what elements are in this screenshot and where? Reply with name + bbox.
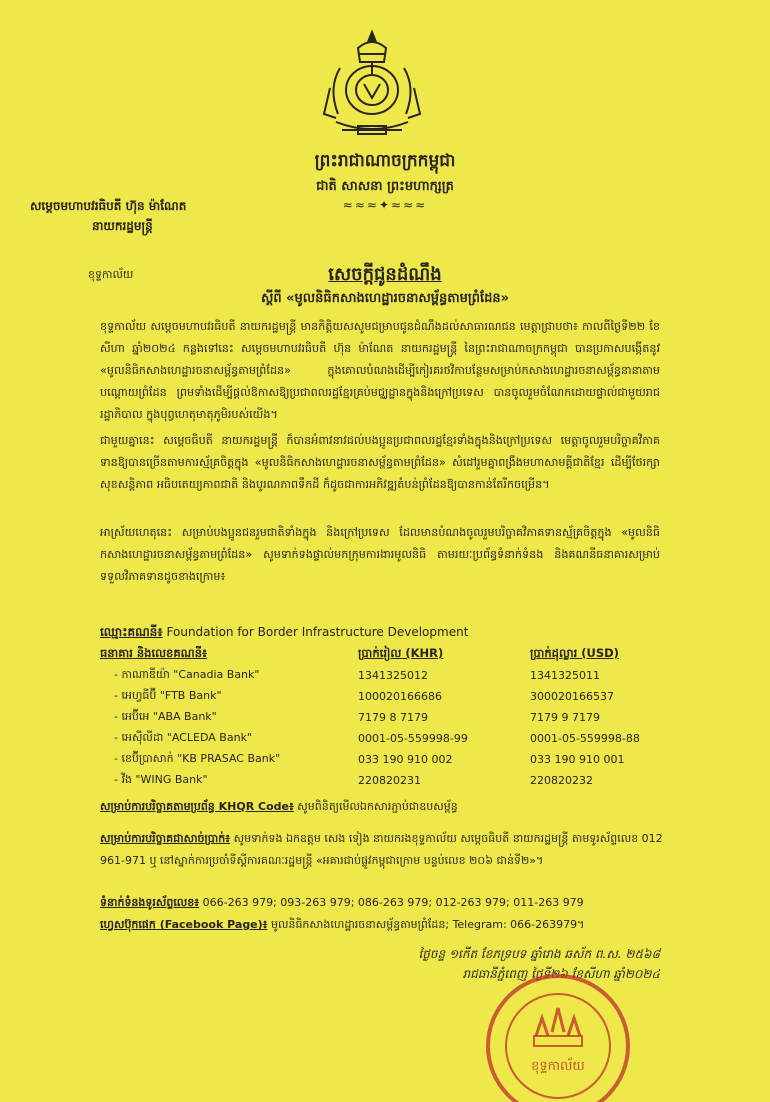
official-seal-icon	[478, 962, 638, 1102]
facebook-line	[100, 918, 680, 934]
table-row	[100, 749, 680, 770]
account-label: ឈ្មោះគណនី៖	[100, 625, 163, 639]
table-row	[100, 770, 680, 791]
cash-line	[100, 828, 680, 872]
bank-name: - ខេប៊ីប្រាសាក់ "KB PRASAC Bank"	[114, 751, 281, 765]
header-khr: ប្រាក់រៀល (KHR)	[358, 646, 444, 660]
bank-name: - វីង "WING Bank"	[114, 772, 208, 786]
bank-accounts-table	[100, 644, 680, 791]
khr-account: 100020166686	[358, 690, 442, 703]
usd-account: 300020166537	[530, 690, 614, 703]
usd-account: 033 190 910 001	[530, 753, 625, 766]
khr-account: 220820231	[358, 774, 421, 787]
table-row	[100, 686, 680, 707]
bank-name: - កាណាឌីយ៉ា "Canadia Bank"	[114, 667, 260, 681]
date-solar: រាជធានីភ្នំពេញ ថ្ងៃទី២៦ ខែសីហា ឆ្នាំ២០២៤	[462, 967, 660, 981]
usd-account: 220820232	[530, 774, 593, 787]
national-motto: ជាតិ សាសនា ព្រះមហាក្សត្រ	[316, 179, 454, 194]
khqr-label: សម្រាប់ការបរិច្ចាគតាមប្រព័ន្ធ KHQR Code៖	[100, 800, 294, 813]
khr-account: 7179 8 7179	[358, 711, 428, 724]
usd-account: 1341325011	[530, 669, 600, 682]
document-title: សេចក្ដីជូនដំណឹង	[328, 264, 442, 285]
bank-name: - អេហ្វធីប៊ី "FTB Bank"	[114, 688, 222, 702]
account-name-line	[100, 624, 468, 642]
table-row	[100, 665, 680, 686]
pm-office-name: សម្ដេចមហាបវរធិបតី ហ៊ុន ម៉ាណែត	[30, 199, 187, 213]
table-row	[100, 707, 680, 728]
document-subject: ស្ដីពី «មូលនិធិកសាងហេដ្ឋារចនាសម្ព័ន្ធតាមព្រំដែន»	[261, 291, 509, 306]
khr-account: 033 190 910 002	[358, 753, 453, 766]
contact-phones: 066-263 979; 093-263 979; 086-263 979; 012-263 979; 011-263 979	[202, 896, 584, 909]
facebook-text: មូលនិធិកសាងហេដ្ឋារចនាសម្ព័ន្ធតាមព្រំដែន; Telegram: 066-263979។	[271, 918, 585, 931]
khqr-line	[100, 800, 680, 816]
kingdom-name: ព្រះរាជាណាចក្រកម្ពុជា	[314, 151, 456, 171]
royal-emblem-icon	[318, 28, 426, 146]
usd-account: 7179 9 7179	[530, 711, 600, 724]
header-usd: ប្រាក់ដុល្លារ (USD)	[530, 646, 619, 660]
table-row	[100, 728, 680, 749]
pm-title: នាយករដ្ឋមន្ត្រី	[92, 219, 153, 233]
paragraph-instructions: អាស្រ័យហេតុនេះ សម្រាប់បងប្អូនជនរួមជាតិទាំងក្នុង និងក្រៅប្រទេស ដែលមានបំណងចូលរួមបរិច្ចាគវិភាគទានស្ម័គ្រចិត្តក្នុង «មូលនិធិកសាងហេដ្ឋារចនាសម្ព័ន្ធតាមព្រំដែន» សូមទាក់ទងផ្ទាល់មកក្រុមការងារមូលនិធិ តាមរយៈប្រព័ន្ធទំនាក់ទំនង និងគណនីធនាគារសម្រាប់ទទួលវិភាគទានដូចខាងក្រោម៖	[100, 526, 660, 583]
seal-text: ខុទ្ទកាល័យ	[531, 1059, 585, 1074]
cash-text: សូមទាក់ទង ឯកឧត្តម សេង ទៀង នាយករងខុទ្ទកាល័យ សម្ដេចធិបតី នាយករដ្ឋមន្ត្រី តាមទូរស័ព្ទលេខ 012 961-971 ឬ នៅស្នាក់ការប្រចាំទីស្ដីការគណៈរដ្ឋមន្ត្រី «អគារជាប់ផ្លូវកម្ពុជាក្រោម បន្ទប់លេខ ២០៦ ជាន់ទី២»។	[100, 832, 663, 867]
table-header-row	[100, 644, 680, 665]
paragraph-intro: ខុទ្ទកាល័យ សម្ដេចមហាបវរធិបតី នាយករដ្ឋមន្ត្រី មានកិត្តិយសសូមជម្រាបជូនដំណឹងដល់សាធារណជន មេត្តាជ្រាបថា៖ កាលពីថ្ងៃទី២២ ខែសីហា ឆ្នាំ២០២៤ កន្លងទៅនេះ សម្ដេចមហាបវរធិបតី ហ៊ុន ម៉ាណែត នាយករដ្ឋមន្ត្រី នៃព្រះរាជាណាចក្រកម្ពុជា បានប្រកាសបង្កើតនូវ «មូលនិធិកសាងហេដ្ឋារចនាសម្ព័ន្ធតាមព្រំដែន» ក្នុងគោលបំណងដើម្បីកៀរគរថវិកាបន្ថែមសម្រាប់កសាងហេដ្ឋារចនាសម្ព័ន្ធនានាតាមបណ្ដោយព្រំដែន ព្រមទាំងដើម្បីផ្ដល់ឱកាសឱ្យប្រជាពលរដ្ឋខ្មែរគ្រប់មជ្ឈដ្ឋានក្នុងនិងក្រៅប្រទេស បានចូលរួមចំណែកដោយផ្ទាល់ជាមួយរាជរដ្ឋាភិបាល ក្នុងបុព្វហេតុមាតុភូមិរបស់យើង។	[100, 320, 660, 421]
bank-name: - អេប៊ីអេ "ABA Bank"	[114, 709, 217, 723]
usd-account: 0001-05-559998-88	[530, 732, 640, 745]
khr-account: 1341325012	[358, 669, 428, 682]
header-bank: ធនាគារ និងលេខគណនី៖	[100, 646, 208, 660]
bank-name: - អេស៊ីលីដា "ACLEDA Bank"	[114, 730, 252, 744]
khr-account: 0001-05-559998-99	[358, 732, 468, 745]
paragraph-appeal: ជាមួយគ្នានេះ សម្ដេចធិបតី នាយករដ្ឋមន្ត្រី ក៏បានអំពាវនាវដល់បងប្អូនប្រជាពលរដ្ឋខ្មែរទាំងក្នុងនិងក្រៅប្រទេស មេត្តាចូលរួមបរិច្ចាគវិភាគទានឱ្យបានច្រើនតាមការស្ម័គ្រចិត្តក្នុង «មូលនិធិកសាងហេដ្ឋារចនាសម្ព័ន្ធតាមព្រំដែន» សំដៅរួមគ្នាពង្រឹងមហាសាមគ្គីជាតិខ្មែរ ដើម្បីថែរក្សាសុខសន្តិភាព អធិបតេយ្យភាពជាតិ និងបូរណភាពទឹកដី ក៏ដូចជាការអភិវឌ្ឍតំបន់ព្រំដែនឱ្យបានកាន់តែរីកចម្រើន។	[100, 434, 660, 491]
facebook-label: ហ្វេសប៊ុកផេក (Facebook Page)៖	[100, 918, 268, 931]
date-lunar: ថ្ងៃចន្ទ ១កើត ខែភទ្របទ ឆ្នាំរោង ឆស័ក ព.ស. ២៥៦៨	[418, 947, 660, 961]
contact-label: ទំនាក់ទំនងទូរស័ព្ទលេខ៖	[100, 896, 200, 909]
cash-label: សម្រាប់ការបរិច្ចាគជាសាច់ប្រាក់៖	[100, 832, 231, 845]
account-name: Foundation for Border Infrastructure Development	[166, 625, 469, 639]
contact-line	[100, 896, 680, 912]
khqr-text: សូមពិនិត្យមើលឯកសារភ្ជាប់ជាឧបសម្ព័ន្ធ	[297, 800, 458, 813]
ornament-divider: ≈≈≈✦≈≈≈	[342, 198, 428, 212]
office-label: ខុទ្ទកាល័យ	[88, 268, 134, 281]
